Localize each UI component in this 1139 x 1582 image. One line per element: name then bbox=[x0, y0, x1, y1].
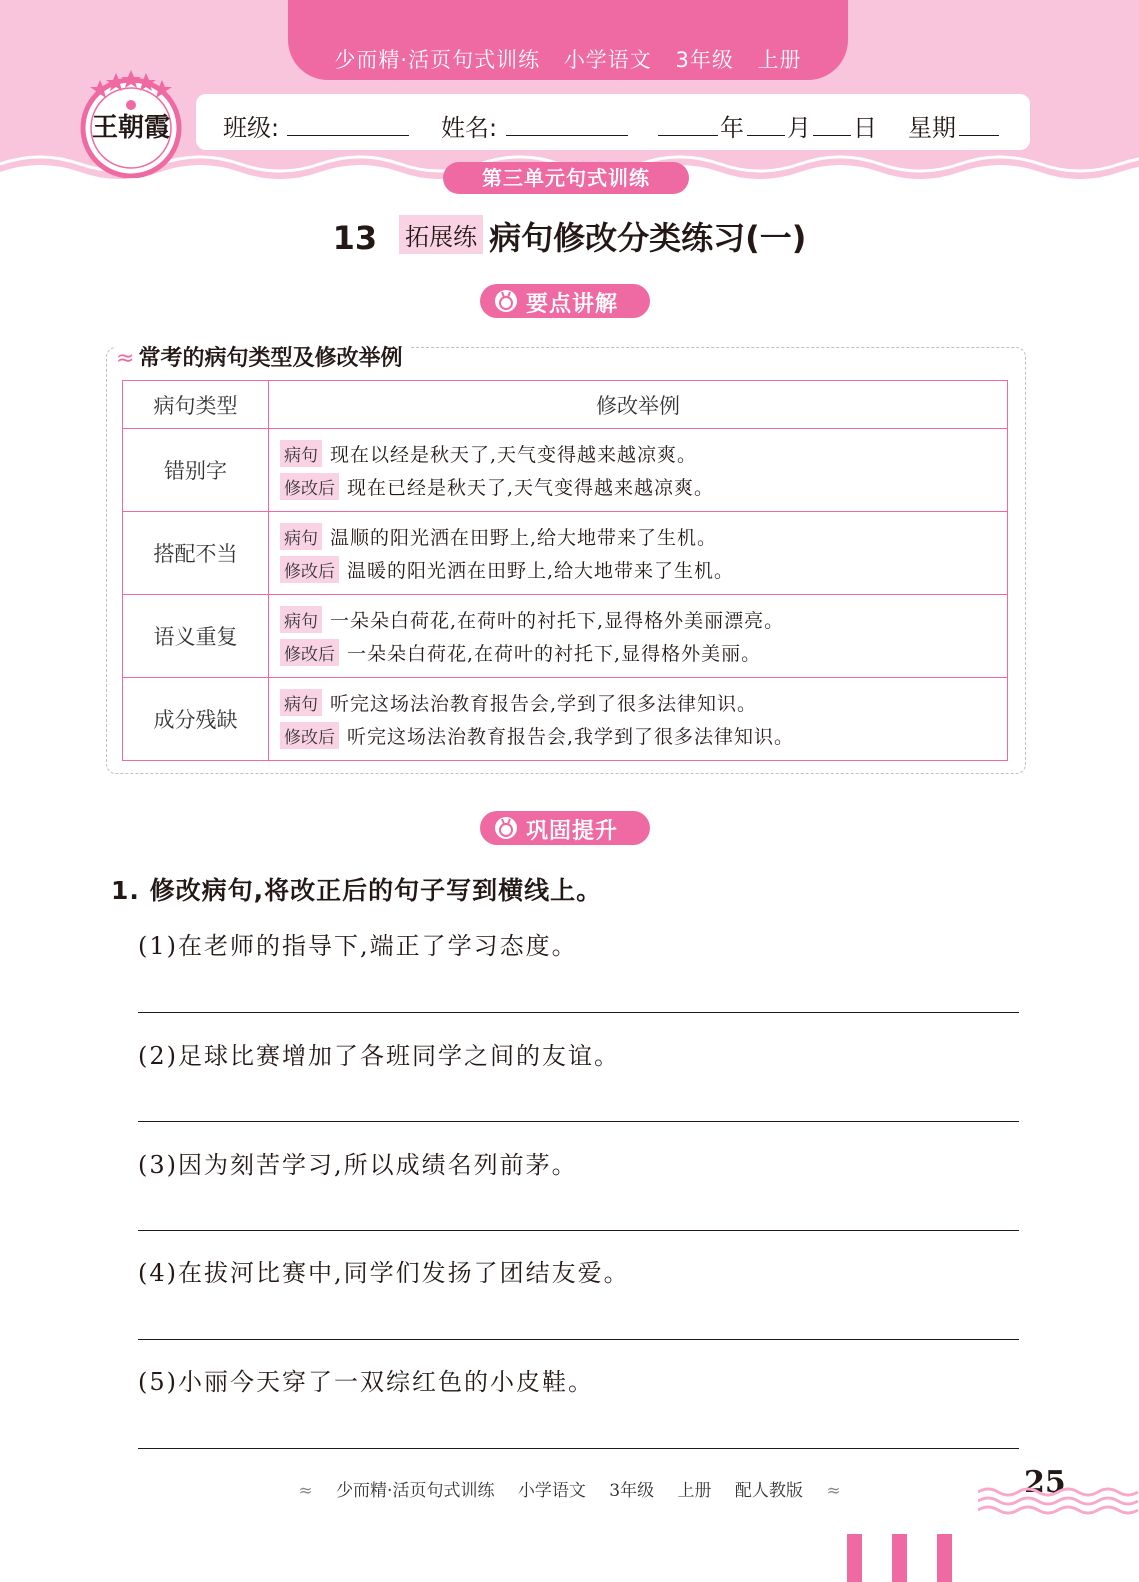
wrong-sentence-line bbox=[270, 689, 1006, 716]
class-input[interactable] bbox=[287, 135, 409, 136]
lesson-number: 13 bbox=[332, 219, 378, 257]
table-header-row bbox=[123, 381, 1008, 429]
footer-series: 少而精·活页句式训练 bbox=[336, 1481, 495, 1501]
sentence-types-table bbox=[122, 380, 1008, 761]
example-cell bbox=[269, 429, 1008, 512]
example-cell bbox=[269, 678, 1008, 761]
wrong-sentence-line bbox=[270, 440, 1006, 467]
table-heading bbox=[116, 341, 410, 372]
class-label: 班级: bbox=[223, 114, 280, 142]
name-label: 姓名: bbox=[441, 114, 498, 142]
lesson-title bbox=[0, 213, 1139, 259]
fixed-badge: 修改后 bbox=[280, 473, 339, 500]
table-heading-text: 常考的病句类型及修改举例 bbox=[138, 346, 403, 371]
error-type: 错别字 bbox=[123, 429, 269, 512]
answer-line[interactable] bbox=[138, 1121, 1019, 1122]
wrong-sentence: 温顺的阳光洒在田野上,给大地带来了生机。 bbox=[330, 527, 718, 549]
weekday-input[interactable] bbox=[959, 135, 999, 136]
footer-subject: 小学语文 bbox=[517, 1481, 586, 1501]
unit-badge: 第三单元句式训练 bbox=[443, 162, 689, 194]
answer-line[interactable] bbox=[138, 1339, 1019, 1340]
column-header: 修改举例 bbox=[269, 381, 1008, 429]
wrong-badge: 病句 bbox=[280, 689, 322, 716]
answer-line[interactable] bbox=[138, 1012, 1019, 1013]
question-item: (1)在老师的指导下,端正了学习态度。 bbox=[138, 932, 578, 960]
footer-grade: 3年级 bbox=[609, 1481, 655, 1501]
student-info-box bbox=[196, 94, 1030, 150]
fixed-badge: 修改后 bbox=[280, 639, 339, 666]
page-edge-bar bbox=[937, 1534, 952, 1582]
section-title: 巩固提升 bbox=[526, 819, 619, 844]
table-row bbox=[123, 678, 1008, 761]
wrong-sentence: 现在以经是秋天了,天气变得越来越凉爽。 bbox=[330, 444, 698, 466]
wrong-sentence: 一朵朵白荷花,在荷叶的衬托下,显得格外美丽漂亮。 bbox=[330, 610, 785, 632]
fixed-badge: 修改后 bbox=[280, 556, 339, 583]
question-title: 1. 修改病句,将改正后的句子写到横线上。 bbox=[111, 876, 603, 905]
fixed-sentence: 听完这场法治教育报告会,我学到了很多法律知识。 bbox=[347, 726, 795, 748]
error-type: 成分残缺 bbox=[123, 678, 269, 761]
question-item: (5)小丽今天穿了一双综红色的小皮鞋。 bbox=[138, 1368, 594, 1396]
section-key-points bbox=[480, 284, 650, 318]
error-type: 搭配不当 bbox=[123, 512, 269, 595]
fixed-sentence-line bbox=[270, 639, 1006, 666]
wrong-badge: 病句 bbox=[280, 440, 322, 467]
corner-wave-decoration bbox=[978, 1484, 1139, 1516]
fixed-sentence-line bbox=[270, 556, 1006, 583]
page-edge-bar bbox=[847, 1534, 862, 1582]
wave-icon: ≈ bbox=[298, 1481, 313, 1501]
logo-text: 王朝霞 bbox=[91, 113, 171, 143]
weekday-label: 星期 bbox=[908, 114, 956, 142]
medal-icon bbox=[494, 816, 518, 840]
error-type: 语义重复 bbox=[123, 595, 269, 678]
table-row bbox=[123, 429, 1008, 512]
wave-icon: ≈ bbox=[826, 1481, 841, 1501]
year-input[interactable] bbox=[658, 135, 718, 136]
month-label: 月 bbox=[787, 114, 811, 142]
month-input[interactable] bbox=[747, 135, 785, 136]
series-volume: 上册 bbox=[757, 48, 802, 72]
wrong-sentence: 听完这场法治教育报告会,学到了很多法律知识。 bbox=[330, 693, 758, 715]
footer bbox=[0, 1476, 1139, 1501]
fixed-sentence: 现在已经是秋天了,天气变得越来越凉爽。 bbox=[347, 477, 715, 499]
fixed-sentence: 一朵朵白荷花,在荷叶的衬托下,显得格外美丽。 bbox=[347, 643, 762, 665]
day-label: 日 bbox=[853, 114, 877, 142]
example-cell bbox=[269, 512, 1008, 595]
answer-line[interactable] bbox=[138, 1230, 1019, 1231]
wrong-sentence-line bbox=[270, 606, 1006, 633]
series-name: 少而精·活页句式训练 bbox=[334, 48, 541, 72]
fixed-sentence-line bbox=[270, 722, 1006, 749]
fixed-sentence-line bbox=[270, 473, 1006, 500]
wrong-badge: 病句 bbox=[280, 523, 322, 550]
page-number: 25 bbox=[1024, 1465, 1066, 1500]
brand-logo bbox=[78, 70, 184, 178]
answer-line[interactable] bbox=[138, 1448, 1019, 1449]
wave-icon: ≈ bbox=[116, 346, 135, 371]
question-item: (2)足球比赛增加了各班同学之间的友谊。 bbox=[138, 1042, 620, 1070]
section-practice bbox=[480, 811, 650, 845]
question-item: (3)因为刻苦学习,所以成绩名列前茅。 bbox=[138, 1151, 578, 1179]
lesson-tag: 拓展练 bbox=[399, 215, 483, 254]
day-input[interactable] bbox=[813, 135, 851, 136]
column-header: 病句类型 bbox=[123, 381, 269, 429]
year-label: 年 bbox=[720, 114, 744, 142]
question-item: (4)在拔河比赛中,同学们发扬了团结友爱。 bbox=[138, 1259, 630, 1287]
example-cell bbox=[269, 595, 1008, 678]
fixed-sentence: 温暖的阳光洒在田野上,给大地带来了生机。 bbox=[347, 560, 735, 582]
series-grade: 3年级 bbox=[675, 48, 734, 72]
section-title: 要点讲解 bbox=[526, 292, 619, 317]
medal-icon bbox=[494, 289, 518, 313]
footer-edition: 配人教版 bbox=[734, 1481, 803, 1501]
lesson-name: 病句修改分类练习(一) bbox=[489, 219, 807, 257]
series-title bbox=[288, 44, 848, 74]
fixed-badge: 修改后 bbox=[280, 722, 339, 749]
name-input[interactable] bbox=[506, 135, 628, 136]
series-subject: 小学语文 bbox=[563, 48, 652, 72]
footer-volume: 上册 bbox=[677, 1481, 712, 1501]
wrong-sentence-line bbox=[270, 523, 1006, 550]
page-edge-bar bbox=[892, 1534, 907, 1582]
table-row bbox=[123, 595, 1008, 678]
wrong-badge: 病句 bbox=[280, 606, 322, 633]
table-row bbox=[123, 512, 1008, 595]
